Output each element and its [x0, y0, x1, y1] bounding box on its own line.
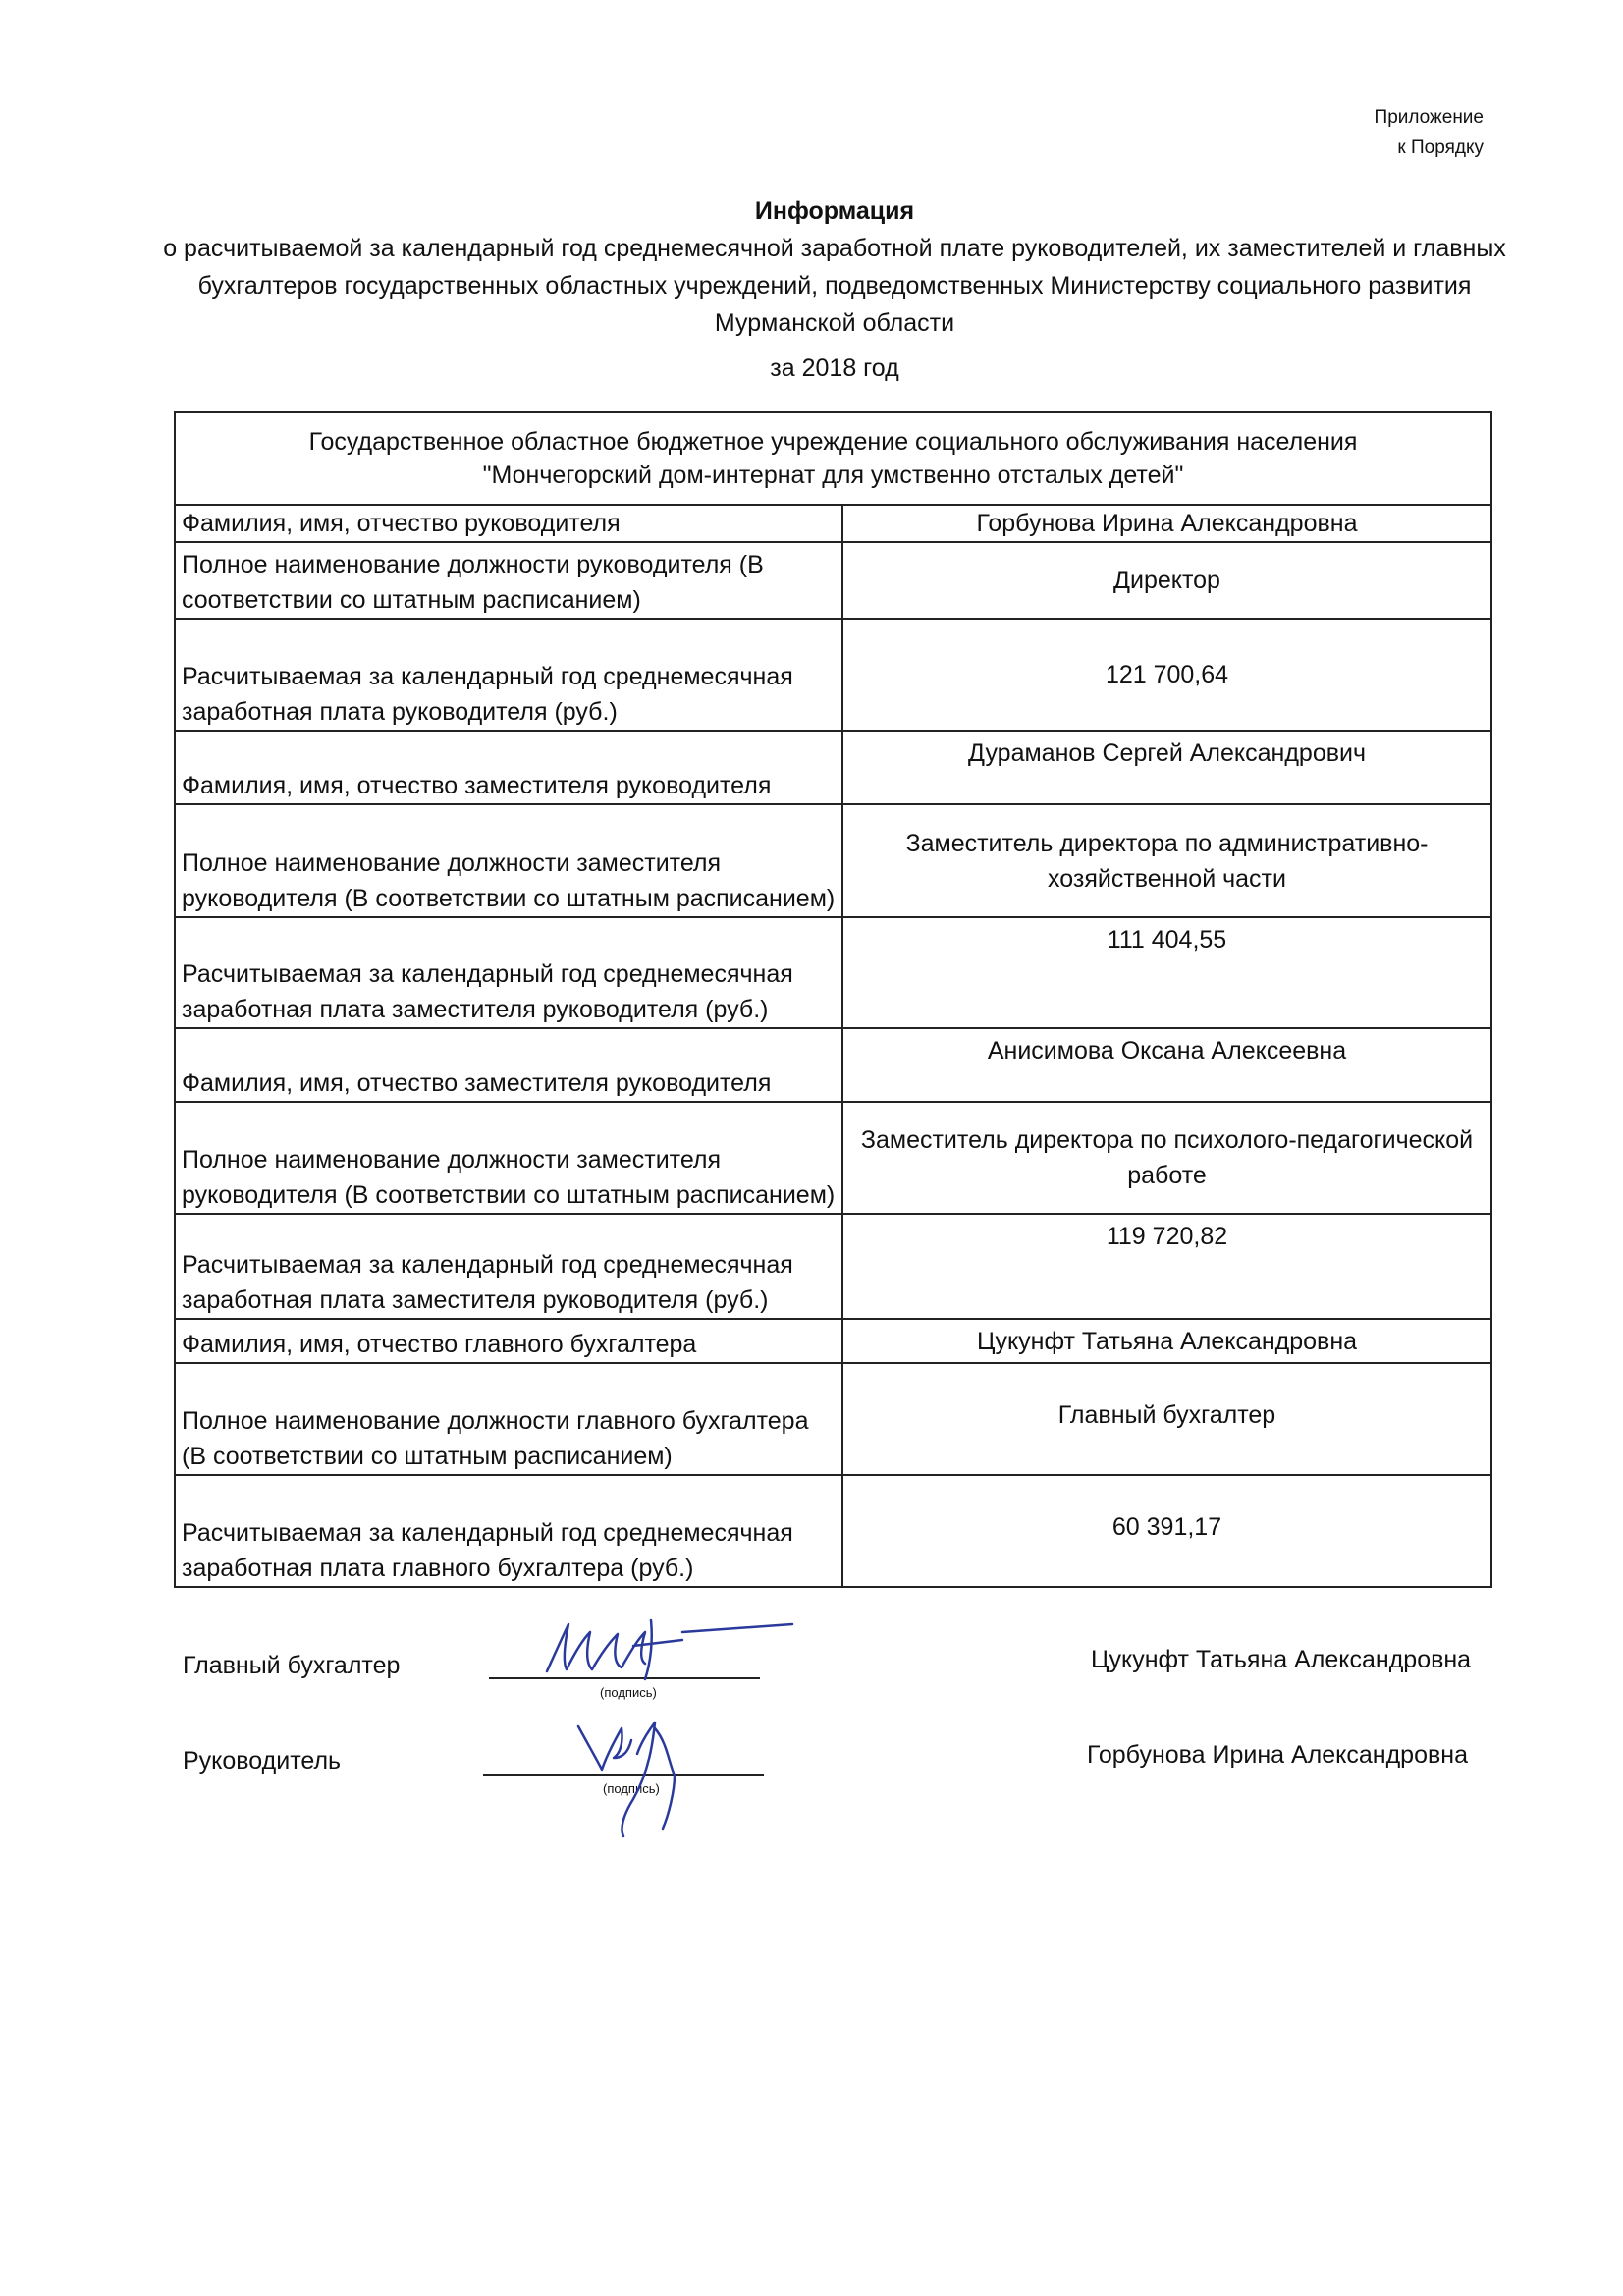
table-row [175, 917, 1491, 1028]
organization-row [175, 412, 1491, 505]
head-role: Руководитель [183, 1747, 342, 1775]
row-value: Директор [842, 542, 1491, 619]
row-label: Полное наименование должности заместителя руководителя (В соответствии со штатным расписанием) [175, 804, 842, 917]
table-row [175, 542, 1491, 619]
row-value: 121 700,64 [842, 619, 1491, 731]
table-row [175, 804, 1491, 917]
document-heading [147, 192, 1522, 387]
table-row [175, 1214, 1491, 1319]
row-value: 60 391,17 [842, 1475, 1491, 1587]
table-row [175, 1363, 1491, 1475]
salary-table [174, 411, 1492, 1588]
organization-name [175, 412, 1491, 505]
row-value: Горбунова Ирина Александровна [842, 505, 1491, 542]
table-row [175, 1028, 1491, 1102]
table-row [175, 1475, 1491, 1587]
row-value: Дураманов Сергей Александрович [842, 731, 1491, 804]
document-title: Информация [754, 197, 915, 225]
accountant-signature [535, 1611, 800, 1699]
table-row [175, 505, 1491, 542]
table-row [175, 619, 1491, 731]
row-label: Полное наименование должности заместителя руководителя (В соответствии со штатным расписанием) [175, 1102, 842, 1214]
row-value: Заместитель директора по психолого-педагогической работе [842, 1102, 1491, 1214]
row-label: Расчитываемая за календарный год среднемесячная заработная плата заместителя руководителя (руб.) [175, 917, 842, 1028]
row-value: 119 720,82 [842, 1214, 1491, 1319]
head-signature-caption: (подпись) [603, 1781, 660, 1796]
row-value: Заместитель директора по административно-хозяйственной части [842, 804, 1491, 917]
row-value: Цукунфт Татьяна Александровна [842, 1319, 1491, 1363]
table-row [175, 731, 1491, 804]
appendix-note [1375, 102, 1484, 163]
row-label: Фамилия, имя, отчество заместителя руководителя [175, 1028, 842, 1102]
row-value: Главный бухгалтер [842, 1363, 1491, 1475]
accountant-role: Главный бухгалтер [183, 1652, 401, 1679]
row-label: Расчитываемая за календарный год среднемесячная заработная плата руководителя (руб.) [175, 619, 842, 731]
organization-line-1: Государственное областное бюджетное учреждение социального обслуживания населения [308, 428, 1358, 456]
document-subtitle: о расчитываемой за календарный год среднемесячной заработной плате руководителей, их заместителей и главных бухгалтеров государственных областных учреждений, подведомственных Министерству социального развития Мурманской области [163, 235, 1506, 337]
report-year: за 2018 год [770, 355, 899, 382]
row-value: 111 404,55 [842, 917, 1491, 1028]
head-signature [565, 1689, 712, 1846]
row-label: Фамилия, имя, отчество руководителя [175, 505, 842, 542]
head-name: Горбунова Ирина Александровна [1087, 1741, 1468, 1769]
row-label: Расчитываемая за календарный год среднемесячная заработная плата главного бухгалтера (руб.) [175, 1475, 842, 1587]
appendix-line-2: к Порядку [1397, 137, 1484, 158]
row-value: Анисимова Оксана Алексеевна [842, 1028, 1491, 1102]
table-row [175, 1319, 1491, 1363]
table-row [175, 1102, 1491, 1214]
organization-line-2: "Мончегорский дом-интернат для умственно отсталых детей" [482, 462, 1184, 489]
row-label: Расчитываемая за календарный год среднемесячная заработная плата заместителя руководителя (руб.) [175, 1214, 842, 1319]
accountant-signature-caption: (подпись) [600, 1685, 657, 1700]
appendix-line-1: Приложение [1374, 107, 1484, 128]
row-label: Фамилия, имя, отчество главного бухгалтера [175, 1319, 842, 1363]
accountant-name: Цукунфт Татьяна Александровна [1091, 1646, 1472, 1673]
row-label: Полное наименование должности главного бухгалтера (В соответствии со штатным расписанием) [175, 1363, 842, 1475]
row-label: Полное наименование должности руководителя (В соответствии со штатным расписанием) [175, 542, 842, 619]
row-label: Фамилия, имя, отчество заместителя руководителя [175, 731, 842, 804]
